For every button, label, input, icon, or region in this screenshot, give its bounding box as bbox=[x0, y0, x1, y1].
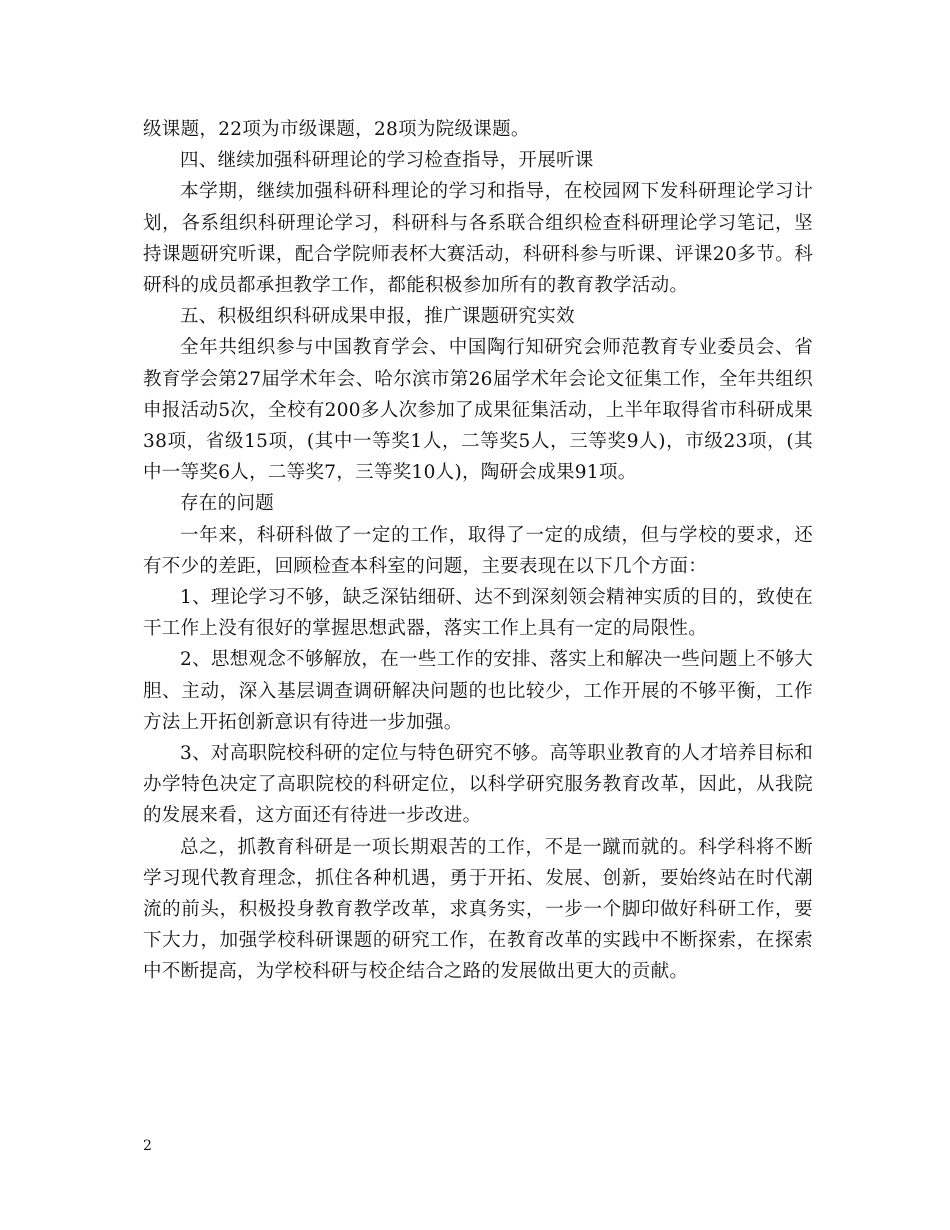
section-heading: 四、继续加强科研理论的学习检查指导，开展听课 bbox=[180, 150, 594, 172]
page-number: 2 bbox=[143, 1138, 152, 1154]
section-heading: 五、积极组织科研成果申报，推广课题研究实效 bbox=[180, 306, 575, 328]
list-item: 1、理论学习不够，缺乏深钻细研、达不到深刻领会精神实质的目的，致使在干工作上没有很好的掌握思想武器，落实工作上具有一定的局限性。 bbox=[143, 587, 813, 640]
list-item: 3、对高职院校科研的定位与特色研究不够。高等职业教育的人才培养目标和办学特色决定了高职院校的科研定位，以科学研究服务教育改革，因此，从我院的发展来看，这方面还有待进一步改进。 bbox=[143, 743, 813, 827]
paragraph: 总之，抓教育科研是一项长期艰苦的工作，不是一蹴而就的。科学科将不断学习现代教育理念，抓住各种机遇，勇于开拓、发展、创新，要始终站在时代潮流的前头，积极投身教育教学改革，求真务实，一步一个脚印做好科研工作，要下大力，加强学校科研课题的研究工作，在教育改革的实践中不断探索，在探索中不断提高，为学校科研与校企结合之路的发展做出更大的贡献。 bbox=[143, 836, 813, 983]
section-heading: 存在的问题 bbox=[180, 493, 275, 515]
paragraph: 级课题，22项为市级课题，28项为院级课题。 bbox=[143, 119, 530, 140]
list-item: 2、思想观念不够解放，在一些工作的安排、落实上和解决一些问题上不够大胆、主动，深入基层调查调研解决问题的也比较少，工作开展的不够平衡，工作方法上开拓创新意识有待进一步加强。 bbox=[143, 649, 813, 733]
paragraph: 一年来，科研科做了一定的工作，取得了一定的成绩，但与学校的要求，还有不少的差距，回顾检查本科室的问题，主要表现在以下几个方面： bbox=[143, 524, 813, 577]
paragraph: 本学期，继续加强科研科理论的学习和指导，在校园网下发科研理论学习计划，各系组织科研理论学习，科研科与各系联合组织检查科研理论学习笔记，坚持课题研究听课，配合学院师表杯大赛活动，科研科参与听课、评课20多节。科研科的成员都承担教学工作，都能积极参加所有的教育教学活动。 bbox=[143, 181, 813, 297]
paragraph: 全年共组织参与中国教育学会、中国陶行知研究会师范教育专业委员会、省教育学会第27届学术年会、哈尔滨市第26届学术年会论文征集工作，全年共组织申报活动5次，全校有200多人次参加了成果征集活动，上半年取得省市科研成果38项，省级15项，(其中一等奖1人，二等奖5人，三等奖9人)，市级23项，(其中一等奖6人，二等奖7，三等奖10人)，陶研会成果91项。 bbox=[143, 337, 813, 484]
document-body bbox=[143, 114, 813, 988]
